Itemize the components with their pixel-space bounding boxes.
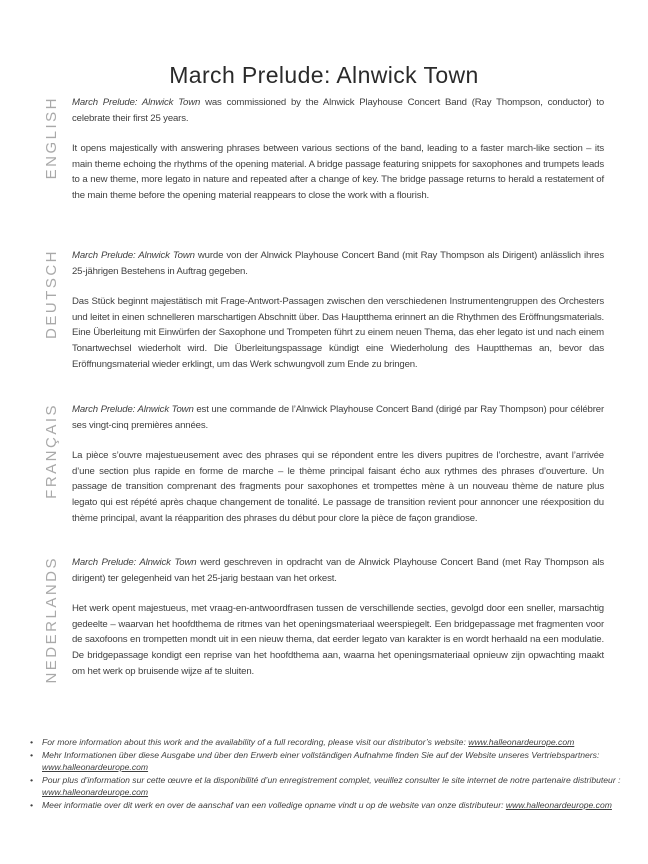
note-text: For more information about this work and the availability of a full recording, please visit our distributor’s website: [42,737,466,747]
footer-note-deutsch [30,749,630,773]
bullet-marker: • [30,800,34,810]
body-paragraph: La pièce s’ouvre majestueusement avec des phrases qui se répondent entre les divers pupitres de l’orchestre, avant l’arrivée d’une section plus rapide en forme de marche – le thème principal faisant écho aux rythmes des phrases d’ouverture. Un passage de transition comprenant des fragments pour saxophones et trompettes mène à un nouveau thème de nature plus legato qui est répété après chaque changement de tonalité. Le passage de transition revient pour annoncer une réexposition du thème principal, avant la réapparition des phrases du début pour clore la pièce de façon grandiose. [72,450,604,524]
note-text: Mehr Informationen über diese Ausgabe und über den Erwerb einer vollständigen Aufnahme finden Sie auf der Website unseres Vertriebspartners: [42,750,600,760]
distributor-link-deutsch[interactable]: www.halleonardeurope.com [42,762,149,772]
language-label-francais: FRANÇAIS [43,403,60,499]
section-nederlands [0,555,648,694]
footer-note-francais [30,774,630,798]
footer-note-text [42,799,630,811]
section-english [0,95,648,219]
work-title: March Prelude: Alnwick Town [72,97,201,108]
distributor-link-english[interactable]: www.halleonardeurope.com [468,737,575,747]
distributor-link-francais[interactable]: www.halleonardeurope.com [42,787,149,797]
distributor-link-nederlands[interactable]: www.halleonardeurope.com [505,800,612,810]
footer-note-english [30,736,630,748]
bullet-marker: • [30,750,34,760]
bullet-marker: • [30,737,34,747]
note-text: Meer informatie over dit werk en over de aanschaf van een volledige opname vindt u op de website van onze distributeur: [42,800,504,810]
intro-paragraph [72,95,604,126]
section-francais [0,402,648,541]
section-deutsch [0,248,648,387]
intro-text: werd geschreven in opdracht van de Alnwick Playhouse Concert Band (met Ray Thompson als dirigent) ter gelegenheid van het 25-jarig bestaan van het orkest. [72,557,604,584]
intro-paragraph [72,248,604,279]
work-title: March Prelude: Alnwick Town [72,557,197,568]
footer-distributor-notes [30,736,630,812]
intro-text: was commissioned by the Alnwick Playhouse Concert Band (Ray Thompson, conductor) to celebrate their first 25 years. [72,97,605,124]
body-paragraph: It opens majestically with answering phrases between various sections of the band, leading to a faster march-like section – its main theme echoing the rhythms of the opening material. A bridge passage featuring snippets for saxophones and trumpets leads to a new theme, more legato in nature and repeated after a change of key. The bridge passage returns to herald a restatement of the main theme before the opening material reappears to close the work with a flourish. [72,143,604,201]
section-text-nederlands [72,555,604,679]
note-text: Pour plus d’information sur cette œuvre et la disponibilité d’un enregistrement complet, veuillez consulter le site internet de notre partenaire distributeur : [42,775,621,785]
footer-note-text [42,736,630,748]
footer-note-nederlands [30,799,630,811]
section-text-francais [72,402,604,526]
language-label-nederlands: NEDERLANDS [43,556,60,684]
intro-paragraph [72,555,604,586]
body-paragraph: Het werk opent majestueus, met vraag-en-antwoordfrasen tussen de verschillende secties, gevolgd door een sneller, marsachtig gedeelte – waarvan het hoofdthema de ritmes van het openingsmateriaal weerspiegelt. Een bridgepassage met fragmenten voor de saxofoons en trompetten mondt uit in een nieuw thema, dat eerder legato van karakter is en wordt herhaald na een modulatie. De bridgepassage kondigt een reprise van het hoofdthema aan, waarna het openingsmateriaal opnieuw zijn opwachting maakt om het werk op bruisende wijze af te sluiten. [72,603,604,677]
intro-text: est une commande de l’Alnwick Playhouse Concert Band (dirigé par Ray Thompson) pour célébrer ses vingt-cinq premières années. [72,404,605,431]
language-label-deutsch: DEUTSCH [43,249,60,340]
work-title: March Prelude: Alnwick Town [72,404,194,415]
language-label-english: ENGLISH [43,96,60,180]
footer-note-text [42,749,630,773]
work-title: March Prelude: Alnwick Town [72,250,195,261]
footer-note-text [42,774,630,798]
section-text-english [72,95,604,204]
bullet-marker: • [30,775,34,785]
section-text-deutsch [72,248,604,372]
intro-paragraph [72,402,604,433]
intro-text: wurde von der Alnwick Playhouse Concert Band (mit Ray Thompson als Dirigent) anlässlich ihres 25-jährigen Bestehens in Auftrag gegeben. [72,250,605,277]
page-title: March Prelude: Alnwick Town [169,62,479,89]
body-paragraph: Das Stück beginnt majestätisch mit Frage-Antwort-Passagen zwischen den verschiedenen Instrumentengruppen des Orchesters und leitet in einen schnelleren marschartigen Abschnitt über. Das Hauptthema erinnert an die Rhythmen des Eröffnungsmaterials. Eine Überleitung mit Einwürfen der Saxophone und Trompeten führt zu einem neuen Thema, das eher legato ist und nach einem Tonartwechsel wiederholt wird. Die Überleitungspassage kündigt eine Wiederholung des Hauptthemas an, bevor das Eröffnungsmaterial wieder erklingt, um das Werk schwungvoll zum Ende zu bringen. [72,296,604,370]
